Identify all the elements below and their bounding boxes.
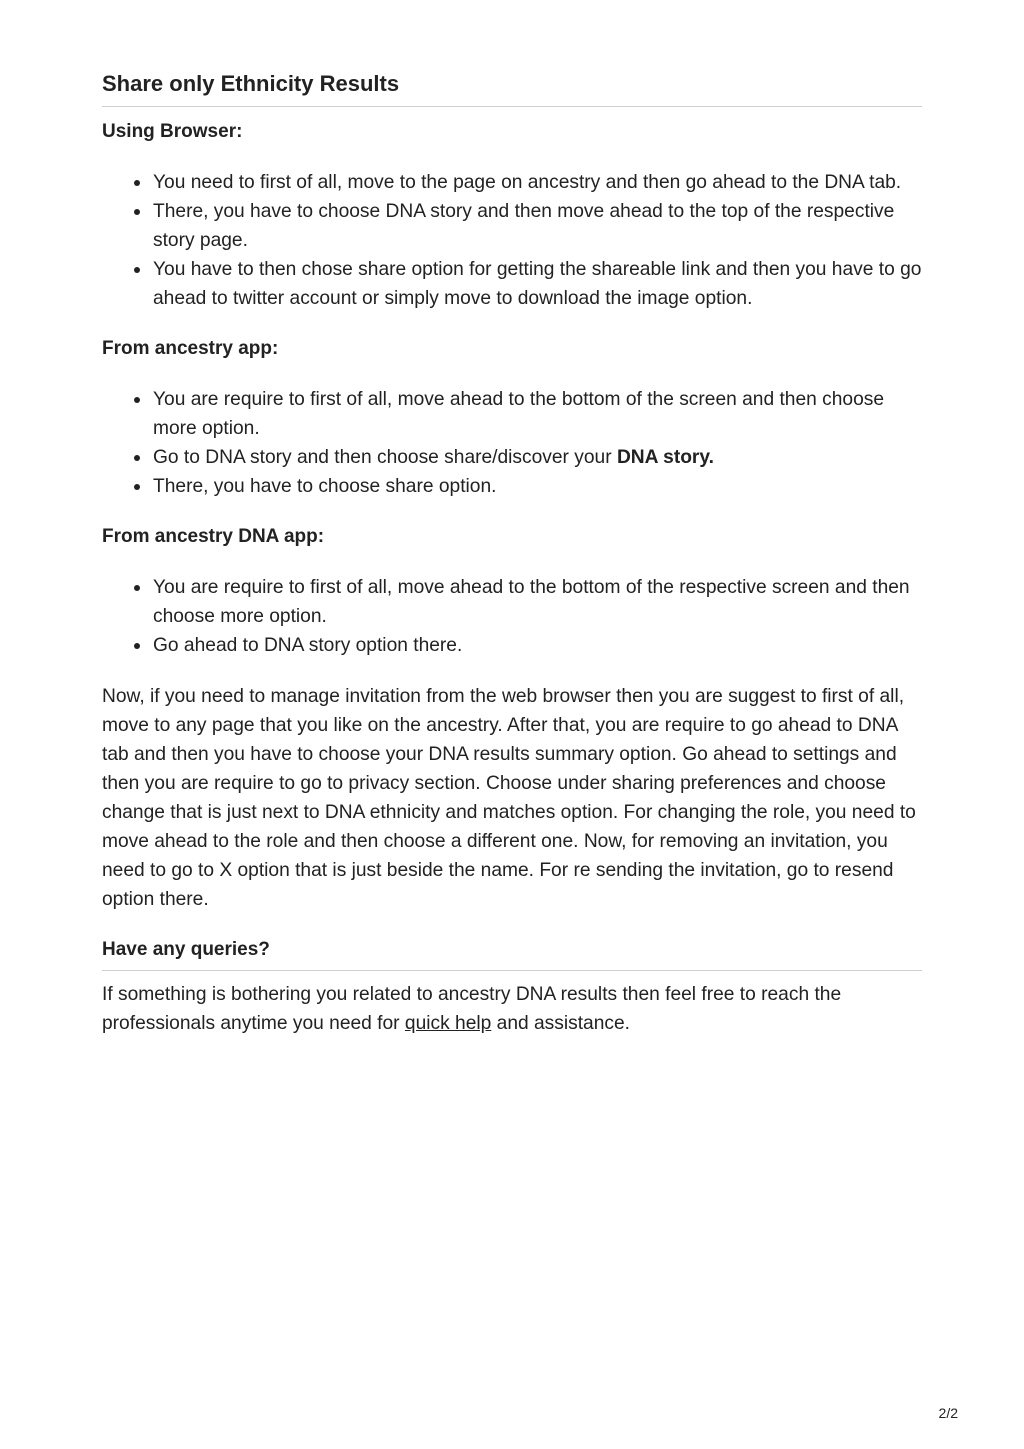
dna-story-bold: DNA story. (616, 447, 714, 468)
subheading-ancestry-app: From ancestry app: (102, 338, 279, 359)
ancestry-app-steps-list (102, 385, 922, 501)
list-item: You need to first of all, move to the page on ancestry and then go ahead to the DNA tab. (153, 168, 922, 197)
list-item: You are require to first of all, move ahead to the bottom of the screen and then choose more option. (153, 385, 922, 443)
list-item: Go ahead to DNA story option there. (153, 631, 922, 660)
subheading-using-browser: Using Browser: (102, 121, 243, 142)
browser-steps-list (102, 168, 922, 313)
list-item: There, you have to choose DNA story and then move ahead to the top of the respective story page. (153, 197, 922, 255)
queries-text-before: If something is bothering you related to ancestry DNA results then feel free to reach the professionals anytime you need for (102, 984, 842, 1034)
invitation-paragraph: Now, if you need to manage invitation from the web browser then you are suggest to first of all, move to any page that you like on the ancestry. After that, you are require to go ahead to DNA tab and then you have to choose your DNA results summary option. Go ahead to settings and then you are require to go to privacy section. Choose under sharing preferences and choose change that is just next to DNA ethnicity and matches option. For changing the role, you need to move ahead to the role and then choose a different one. Now, for removing an invitation, you need to go to X option that is just beside the name. For re sending the invitation, go to resend option there. (102, 686, 916, 910)
list-item-text: Go to DNA story and then choose share/discover your (153, 447, 617, 468)
queries-paragraph (102, 980, 922, 1038)
queries-heading: Have any queries? (102, 936, 922, 971)
queries-text-after: and assistance. (491, 1013, 630, 1034)
quick-help-link[interactable]: quick help (404, 1013, 492, 1034)
page-number: 2/2 (938, 1405, 958, 1421)
page-title: Share only Ethnicity Results (102, 70, 922, 107)
article (102, 70, 922, 1038)
list-item: There, you have to choose share option. (153, 472, 922, 501)
list-item: You are require to first of all, move ahead to the bottom of the respective screen and then choose more option. (153, 573, 922, 631)
subheading-ancestry-dna-app: From ancestry DNA app: (102, 526, 325, 547)
ancestry-dna-app-steps-list (102, 573, 922, 660)
list-item: You have to then chose share option for getting the shareable link and then you have to go ahead to twitter account or simply move to download the image option. (153, 255, 922, 313)
list-item (153, 443, 922, 472)
